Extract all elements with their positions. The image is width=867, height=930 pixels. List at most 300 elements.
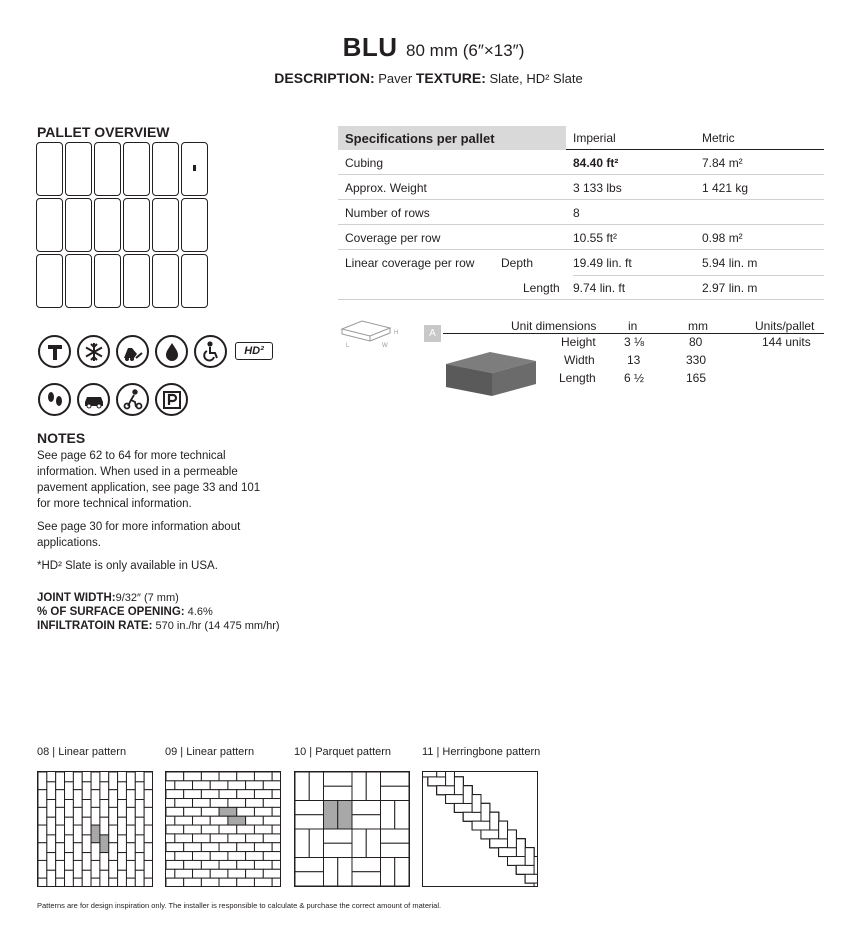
paver-block [126,772,135,790]
paver-block [38,807,47,825]
paver-block [126,807,135,825]
pallet-unit [65,254,92,308]
paver-block [272,807,280,816]
spec-imperial: 9.74 lin. ft [573,281,626,295]
paver-block [175,869,193,878]
paver-block [47,817,56,835]
paver-block [263,816,280,825]
paver-block [338,858,352,887]
paver-block [47,772,56,782]
unit-dimensions [338,315,824,405]
badge-a: A [424,325,441,342]
paver-block [228,781,246,790]
paver-block [463,786,472,804]
paver-block [263,834,280,843]
paver-block [525,874,537,883]
paver-block [454,777,463,795]
dim-length-in: 6 ½ [624,371,645,385]
pallet-unit [36,142,63,196]
paver-block [352,772,366,801]
pallet-unit [181,198,208,252]
paver-block [219,878,237,886]
spec-label: Approx. Weight [345,181,427,195]
paver-block [100,772,109,782]
paver-block [166,852,175,861]
table-row [338,175,824,200]
paver-block [56,807,65,825]
table-row [338,150,824,175]
paver-block [272,843,280,852]
paver-block [126,860,135,878]
paver-block [423,772,437,777]
paver-block [324,858,338,887]
pallet-overview-title: PALLET OVERVIEW [37,124,170,140]
paver-block [47,800,56,818]
pattern-label-08: 08 | Linear pattern [37,746,127,758]
paver-block [228,816,246,825]
pattern-11-herringbone [422,771,538,887]
surface-opening [37,605,280,619]
paver-block [73,843,82,861]
spec-table-header [338,126,824,150]
paver-block [254,772,272,781]
paver-block [175,834,193,843]
paver-block [446,772,455,786]
paver-block [454,803,472,812]
unit-dimensions-title: Unit dimensions [511,319,597,333]
unit-divider [443,333,824,334]
paver-block [144,825,152,843]
dim-width-mm: 330 [686,353,707,367]
paver-block [109,843,118,861]
paver-block [472,795,481,813]
paver-block [100,870,109,886]
infiltration-label: INFILTRATOIN RATE: [37,620,153,632]
paver-block [490,812,499,830]
paver-block [481,803,490,821]
pallet-unit [123,198,150,252]
infiltration-value: 570 in./hr (14 475 mm/hr) [155,620,280,632]
paver-block [237,843,255,852]
paver-block [65,800,74,818]
paver-block [65,817,74,835]
cyclist-icon [116,383,149,416]
snowflake-icon [77,335,110,368]
paver-block [219,807,237,816]
paver-block [175,799,193,808]
paver-block [166,825,184,834]
paver-block [144,772,152,790]
paver-block [246,816,264,825]
paver-block [135,817,144,835]
paver-block [525,848,534,866]
paver-block [56,790,65,808]
paver-block [91,843,100,861]
paver-block [91,860,100,878]
paver-block [254,878,272,886]
paver-block [135,835,144,853]
dim-height-mm: 80 [689,335,703,349]
paver-block [254,860,272,869]
paver-block [219,825,237,834]
paver-block [428,777,446,786]
paver-block [499,821,508,839]
joint-width-label: JOINT WIDTH: [37,592,116,604]
paver-block [534,883,537,886]
notes-title: NOTES [37,430,86,446]
spec-metric: 2.97 lin. m [702,281,758,295]
paver-block [73,807,82,825]
paver-block [210,869,228,878]
specifications-table [338,126,824,300]
paver-block [65,835,74,853]
paver-block [295,772,309,801]
pallet-unit [152,254,179,308]
paver-block [272,790,280,799]
spec-imperial: 10.55 ft² [573,231,618,245]
pallet-unit [65,142,92,196]
paver-block [166,790,184,799]
paver-block [210,834,228,843]
surface-opening-value: 4.6% [187,606,213,618]
paver-block [309,829,323,858]
paver-block [56,843,65,861]
spec-sublabel: Depth [501,256,534,270]
spec-imperial: 19.49 lin. ft [573,256,824,276]
paver-block [166,816,175,825]
paver-block [463,812,481,821]
paver-block [338,801,352,830]
pallet-unit [94,254,121,308]
spec-metric: 5.94 lin. m [702,256,758,270]
paver-block [352,815,381,829]
paver-block [481,830,499,839]
paver-block [73,860,82,878]
paver-block [254,843,272,852]
description-label: DESCRIPTION: [274,70,375,86]
paver-block [118,870,127,886]
product-title [0,32,867,63]
paver-block [508,830,517,848]
paver-block [437,772,446,777]
paver-block [272,878,280,886]
paver-block [118,853,127,871]
paver-block [201,878,219,886]
paver-block [381,801,395,830]
paver-block [272,825,280,834]
footer-disclaimer: Patterns are for design inspiration only. The installer is responsible to calculate & purchase the correct amount of material. [37,901,442,910]
dim-height-in: 3 ⅛ [624,335,645,349]
paver-block [82,853,91,871]
diagram-w-label: W [382,343,388,349]
paver-block [73,772,82,790]
paver-block [144,790,152,808]
paver-block [135,800,144,818]
paver-block [184,825,202,834]
spec-label: Linear coverage per row [345,256,475,270]
product-size: 80 mm (6″×13″) [406,41,525,60]
paver-block [237,807,255,816]
joint-width [37,591,280,605]
paver-block [65,853,74,871]
paver-block [352,829,366,858]
paver-block [144,843,152,861]
paver-block [65,782,74,800]
spec-imperial: 3 133 lbs [573,181,622,195]
paver-block [126,878,135,886]
pallet-unit [65,198,92,252]
paver-block [38,843,47,861]
paver-block [91,772,100,790]
col-in: in [628,319,638,333]
paver-block [118,772,127,782]
paver-block [100,835,109,853]
paver-block [228,869,246,878]
pattern-10-parquet [294,771,410,887]
paver-block [201,790,219,799]
pallet-marker [193,165,196,171]
car-icon [77,383,110,416]
pallet-unit [36,198,63,252]
snow-plow-icon [116,335,149,368]
units-per-pallet: 144 units [762,335,811,349]
joint-width-value: 9/32″ (7 mm) [115,592,179,604]
paver-block [295,858,324,872]
paver-block [118,817,127,835]
paver-block [184,772,202,781]
spec-metric: 7.84 m² [702,156,743,170]
paver-block [166,807,184,816]
paver-block [47,870,56,886]
spec-header-metric: Metric [702,131,735,145]
paver-block [166,834,175,843]
spec-sublabel: Length [523,281,560,295]
paver-block [166,772,184,781]
paver-block [381,829,410,843]
paver-block [38,860,47,878]
paver-block [184,878,202,886]
paver-block [381,858,395,887]
paver-block [135,870,144,886]
paver-block [237,860,255,869]
infiltration-rate [37,619,280,633]
dim-width-label: Width [564,353,595,367]
footsteps-icon [38,383,71,416]
paver-block [56,772,65,790]
paver-block [100,817,109,835]
paver-block [272,860,280,869]
paver-block [91,790,100,808]
paver-block [446,795,464,804]
notes-paragraph: See page 30 for more information about applications. [37,521,241,549]
paver-block [395,858,409,887]
pallet-unit [152,198,179,252]
pallet-unit [181,254,208,308]
paver-block [56,878,65,886]
paver-block [166,781,175,790]
col-mm: mm [688,319,708,333]
paver-block [193,852,211,861]
paver-block [47,853,56,871]
paver-block [219,790,237,799]
paver-image [442,348,540,404]
paver-block [254,825,272,834]
pattern-09-linear [165,771,281,887]
paver-block [118,782,127,800]
paver-block [100,853,109,871]
paver-block [126,790,135,808]
pallet-unit [152,142,179,196]
dim-length-mm: 165 [686,371,707,385]
paver-block [175,781,193,790]
paver-outline-diagram [340,319,402,351]
spec-metric: 0.98 m² [702,231,743,245]
parking-icon [155,383,188,416]
paver-block [246,852,264,861]
paver-block [352,872,381,886]
paver-block [219,843,237,852]
spec-header-imperial: Imperial [573,131,616,145]
paver-block [82,772,91,782]
paver-block [193,781,211,790]
paver-block [47,835,56,853]
texture-label: TEXTURE: [415,70,486,86]
paver-block [56,860,65,878]
table-row [338,275,824,300]
traffic-t-icon [38,335,71,368]
paver-block [100,782,109,800]
paver-block [263,799,280,808]
spec-label: Cubing [345,156,384,170]
dim-width-in: 13 [627,353,641,367]
paver-block [201,860,219,869]
paver-block [193,799,211,808]
pattern-label-10: 10 | Parquet pattern [294,746,392,758]
paver-block [65,772,74,782]
paver-block [228,834,246,843]
pallet-unit [36,254,63,308]
paver-block [184,860,202,869]
paver-block [210,816,228,825]
pattern-label-11: 11 | Herringbone pattern [422,746,541,758]
paver-block [144,807,152,825]
paver-block [437,786,455,795]
paver-block [309,772,323,801]
spec-imperial: 8 [573,206,580,220]
paver-block [295,829,309,858]
paver-block [109,772,118,790]
notes-paragraph: See page 62 to 64 for more technical information. When used in a permeable pavement application, see page 33 and 101 for more technical information. [37,450,261,510]
paver-block [263,781,280,790]
texture-value: Slate, HD² Slate [489,71,583,86]
paver-block [295,815,324,829]
paver-block [352,858,381,872]
col-units: Units/pallet [755,319,815,333]
paver-block [82,870,91,886]
paver-block [118,835,127,853]
paver-block [246,869,264,878]
paver-block [109,790,118,808]
diagram-l-label: L [346,343,350,349]
paver-block [228,799,246,808]
paver-block [254,790,272,799]
paver-block [395,801,409,830]
paver-block [135,853,144,871]
paver-block [56,825,65,843]
paver-block [100,800,109,818]
paver-block [219,860,237,869]
pattern-label-09: 09 | Linear pattern [165,746,255,758]
paver-block [38,772,47,790]
paver-block [366,772,380,801]
paver-block [246,834,264,843]
paver-block [201,772,219,781]
paver-block [109,807,118,825]
paver-block [135,782,144,800]
paver-block [499,848,517,857]
paver-block [38,825,47,843]
paver-block [166,843,184,852]
paver-block [508,857,526,866]
paver-block [126,825,135,843]
description-value: Paver [378,71,413,86]
paver-block [237,790,255,799]
paver-block [166,878,184,886]
paver-block [366,829,380,858]
spec-header-label: Specifications per pallet [338,126,566,150]
spec-label: Number of rows [345,206,430,220]
paver-block [381,786,410,800]
paver-block [237,825,255,834]
paver-block [381,843,410,857]
paver-block [381,772,410,786]
paver-block [109,860,118,878]
paver-block [175,816,193,825]
paver-block [246,799,264,808]
paver-block [263,869,280,878]
paver-block [109,878,118,886]
spec-metric: 1 421 kg [702,181,749,195]
paver-block [210,852,228,861]
paver-block [201,843,219,852]
paver-block [324,786,353,800]
paver-block [246,781,264,790]
paver-block [82,817,91,835]
pallet-unit [94,198,121,252]
table-row [338,250,824,275]
paver-block [324,801,338,830]
paver-block [324,772,353,786]
dim-length-label: Length [559,371,596,385]
hd2-badge: HD² [235,342,273,360]
paver-block [82,782,91,800]
paver-block [193,869,211,878]
paver-block [144,860,152,878]
paver-block [73,825,82,843]
pallet-unit [123,142,150,196]
product-name: BLU [342,32,398,62]
paver-block [135,772,144,782]
paver-block [184,790,202,799]
paver-block [193,834,211,843]
paver-block [184,807,202,816]
paver-block [91,807,100,825]
paver-block [263,852,280,861]
surface-opening-label: % OF SURFACE OPENING: [37,606,185,618]
paver-block [516,865,534,874]
paver-block [82,835,91,853]
paver-block [228,852,246,861]
